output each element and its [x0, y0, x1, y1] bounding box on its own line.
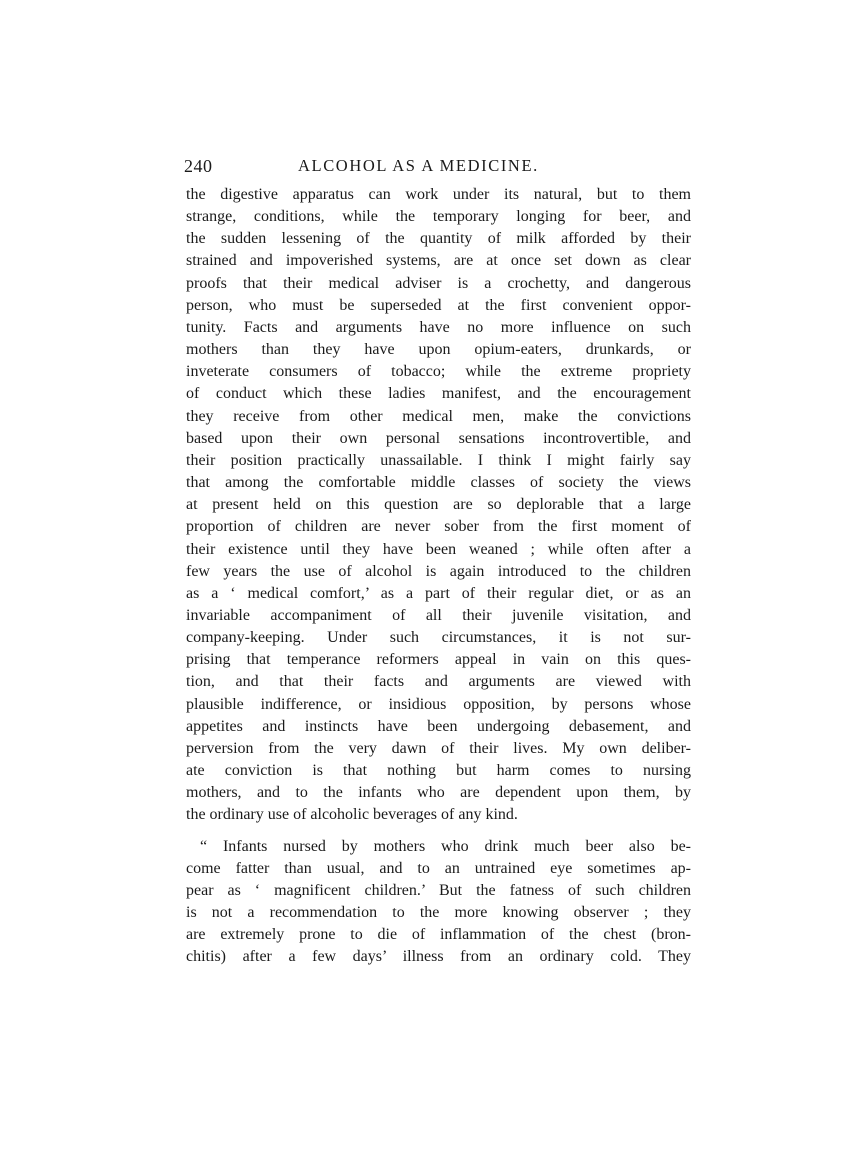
- text-line: come fatter than usual, and to an untrained eye sometimes ap-: [186, 859, 691, 877]
- text-line: the digestive apparatus can work under its natural, but to them: [186, 186, 691, 203]
- text-line: their position practically unassailable. I think I might fairly say: [186, 451, 691, 469]
- text-line: “ Infants nursed by mothers who drink much beer also be-: [200, 837, 691, 855]
- page-number: 240: [184, 156, 213, 176]
- text-line: chitis) after a few days’ illness from an ordinary cold. They: [186, 948, 691, 966]
- text-line: strained and impoverished systems, are at once set down as clear: [186, 252, 691, 270]
- text-line: they receive from other medical men, make the convictions: [186, 407, 691, 425]
- text-line: strange, conditions, while the temporary longing for beer, and: [186, 208, 691, 226]
- text-line: tunity. Facts and arguments have no more influence on such: [186, 318, 691, 336]
- text-line: tion, and that their facts and arguments are viewed with: [186, 673, 691, 691]
- text-line: at present held on this question are so deplorable that a large: [186, 496, 691, 514]
- text-line: person, who must be superseded at the first convenient oppor-: [186, 296, 691, 314]
- text-line: their existence until they have been weaned ; while often after a: [186, 540, 691, 558]
- text-line: invariable accompaniment of all their juvenile visitation, and: [186, 606, 691, 624]
- text-line: the sudden lessening of the quantity of milk afforded by their: [186, 230, 691, 248]
- text-line: inveterate consumers of tobacco; while the extreme propriety: [186, 363, 691, 381]
- text-line: appetites and instincts have been undergoing debasement, and: [186, 717, 691, 735]
- text-line: perversion from the very dawn of their lives. My own deliber-: [186, 739, 691, 757]
- text-line: are extremely prone to die of inflammation of the chest (bron-: [186, 926, 691, 944]
- text-line: pear as ‘ magnificent children.’ But the fatness of such children: [186, 881, 691, 899]
- text-line: proportion of children are never sober from the first moment of: [186, 518, 691, 536]
- quoted-paragraph: [186, 836, 691, 969]
- running-head: ALCOHOL AS A MEDICINE.: [298, 156, 539, 175]
- text-line: few years the use of alcohol is again introduced to the children: [186, 562, 691, 580]
- page-header: [186, 150, 691, 184]
- text-line: mothers, and to the infants who are dependent upon them, by: [186, 784, 691, 802]
- text-line: mothers than they have upon opium-eaters, drunkards, or: [186, 341, 691, 359]
- book-page: [186, 150, 691, 968]
- text-line: is not a recommendation to the more knowing observer ; they: [186, 904, 691, 921]
- text-line: prising that temperance reformers appeal in vain on this ques-: [186, 651, 691, 669]
- text-line: plausible indifference, or insidious opposition, by persons whose: [186, 695, 691, 713]
- text-line: of conduct which these ladies manifest, and the encouragement: [186, 385, 691, 403]
- text-line: company-keeping. Under such circumstances, it is not sur-: [186, 629, 691, 647]
- text-line: proofs that their medical adviser is a crochetty, and dangerous: [186, 274, 691, 292]
- text-line: that among the comfortable middle classes of society the views: [186, 474, 691, 492]
- text-line: based upon their own personal sensations incontrovertible, and: [186, 429, 691, 447]
- body-paragraph: [186, 184, 691, 827]
- text-line: ate conviction is that nothing but harm comes to nursing: [186, 762, 691, 780]
- text-line: as a ‘ medical comfort,’ as a part of their regular diet, or as an: [186, 584, 691, 602]
- text-line: the ordinary use of alcoholic beverages of any kind.: [186, 806, 518, 824]
